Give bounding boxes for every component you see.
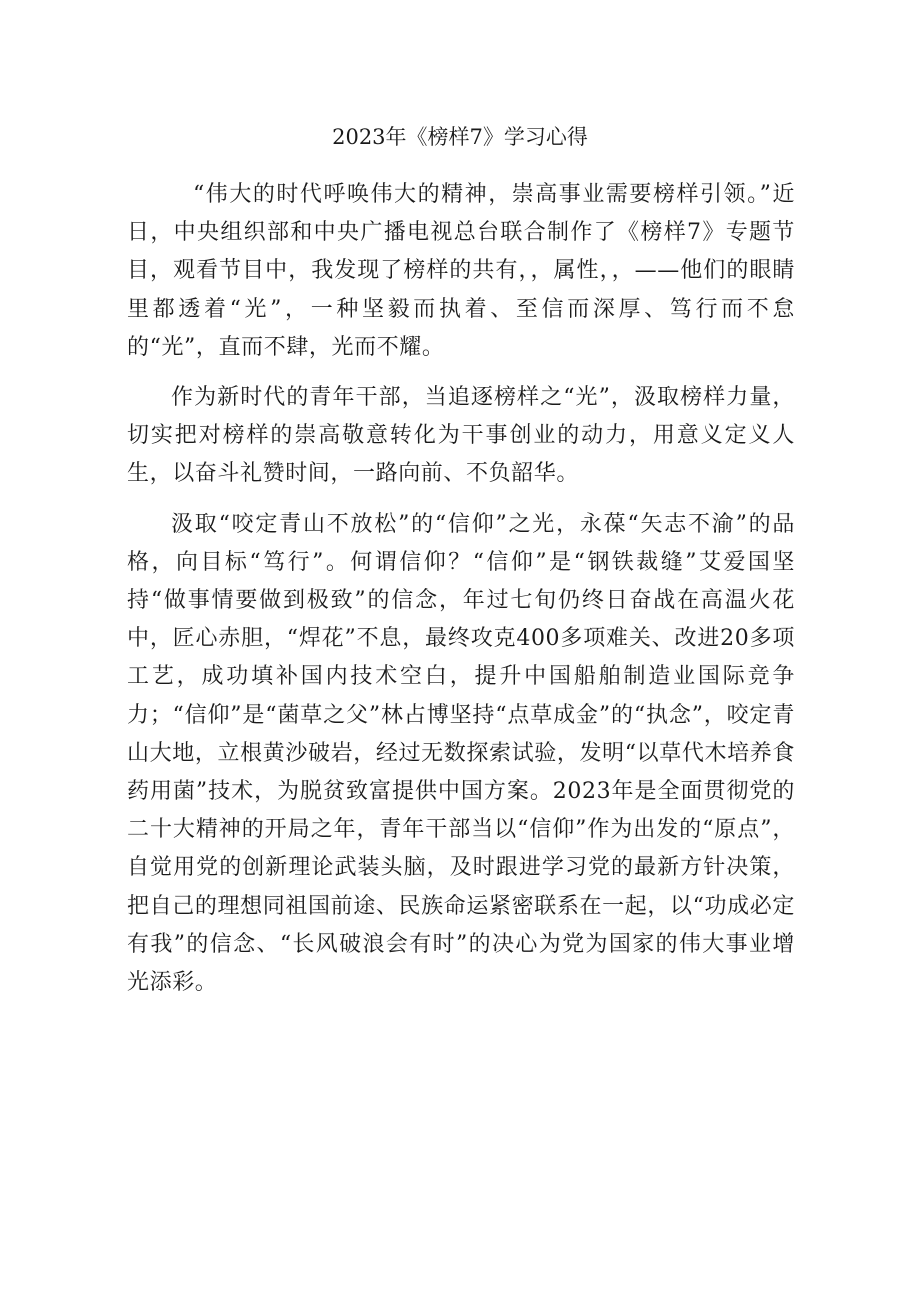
paragraph-2: 作为新时代的青年干部，当追逐榜样之“光”，汲取榜样力量，切实把对榜样的崇高敬意转化为干事创业的动力，用意义定义人生，以奋斗礼赞时间，一路向前、不负韶华。 <box>127 385 795 487</box>
document-body <box>127 176 795 1014</box>
paragraph-3: 汲取“咬定青山不放松”的“信仰”之光，永葆“矢志不渝”的品格，向目标“笃行”。何谓信仰？“信仰”是“钢铁裁缝”艾爱国坚持“做事情要做到极致”的信念，年过七旬仍终日奋战在高温火花中，匠心赤胆，“焊花”不息，最终攻克400多项难关、改进20多项工艺，成功填补国内技术空白，提升中国船舶制造业国际竞争力；“信仰”是“菌草之父”林占博坚持“点草成金”的“执念”，咬定青山大地，立根黄沙破岩，经过无数探索试验，发明“以草代木培养食药用菌”技术，为脱贫致富提供中国方案。2023年是全面贯彻党的二十大精神的开局之年，青年干部当以“信仰”作为出发的“原点”，自觉用党的创新理论武装头脑，及时跟进学习党的最新方针决策，把自己的理想同祖国前途、民族命运紧密联系在一起，以“功成必定有我”的信念、“长风破浪会有时”的决心为党为国家的伟大事业增光添彩。 <box>127 511 795 996</box>
paragraph-1: “伟大的时代呼唤伟大的精神，崇高事业需要榜样引领。”近日，中央组织部和中央广播电视总台联合制作了《榜样7》专题节目，观看节目中，我发现了榜样的共有，，属性，，——他们的眼睛里都透着“光”，一种坚毅而执着、至信而深厚、笃行而不怠的“光”，直而不肆，光而不耀。 <box>127 182 795 360</box>
document-title: 2023年《榜样7》学习心得 <box>332 125 588 149</box>
